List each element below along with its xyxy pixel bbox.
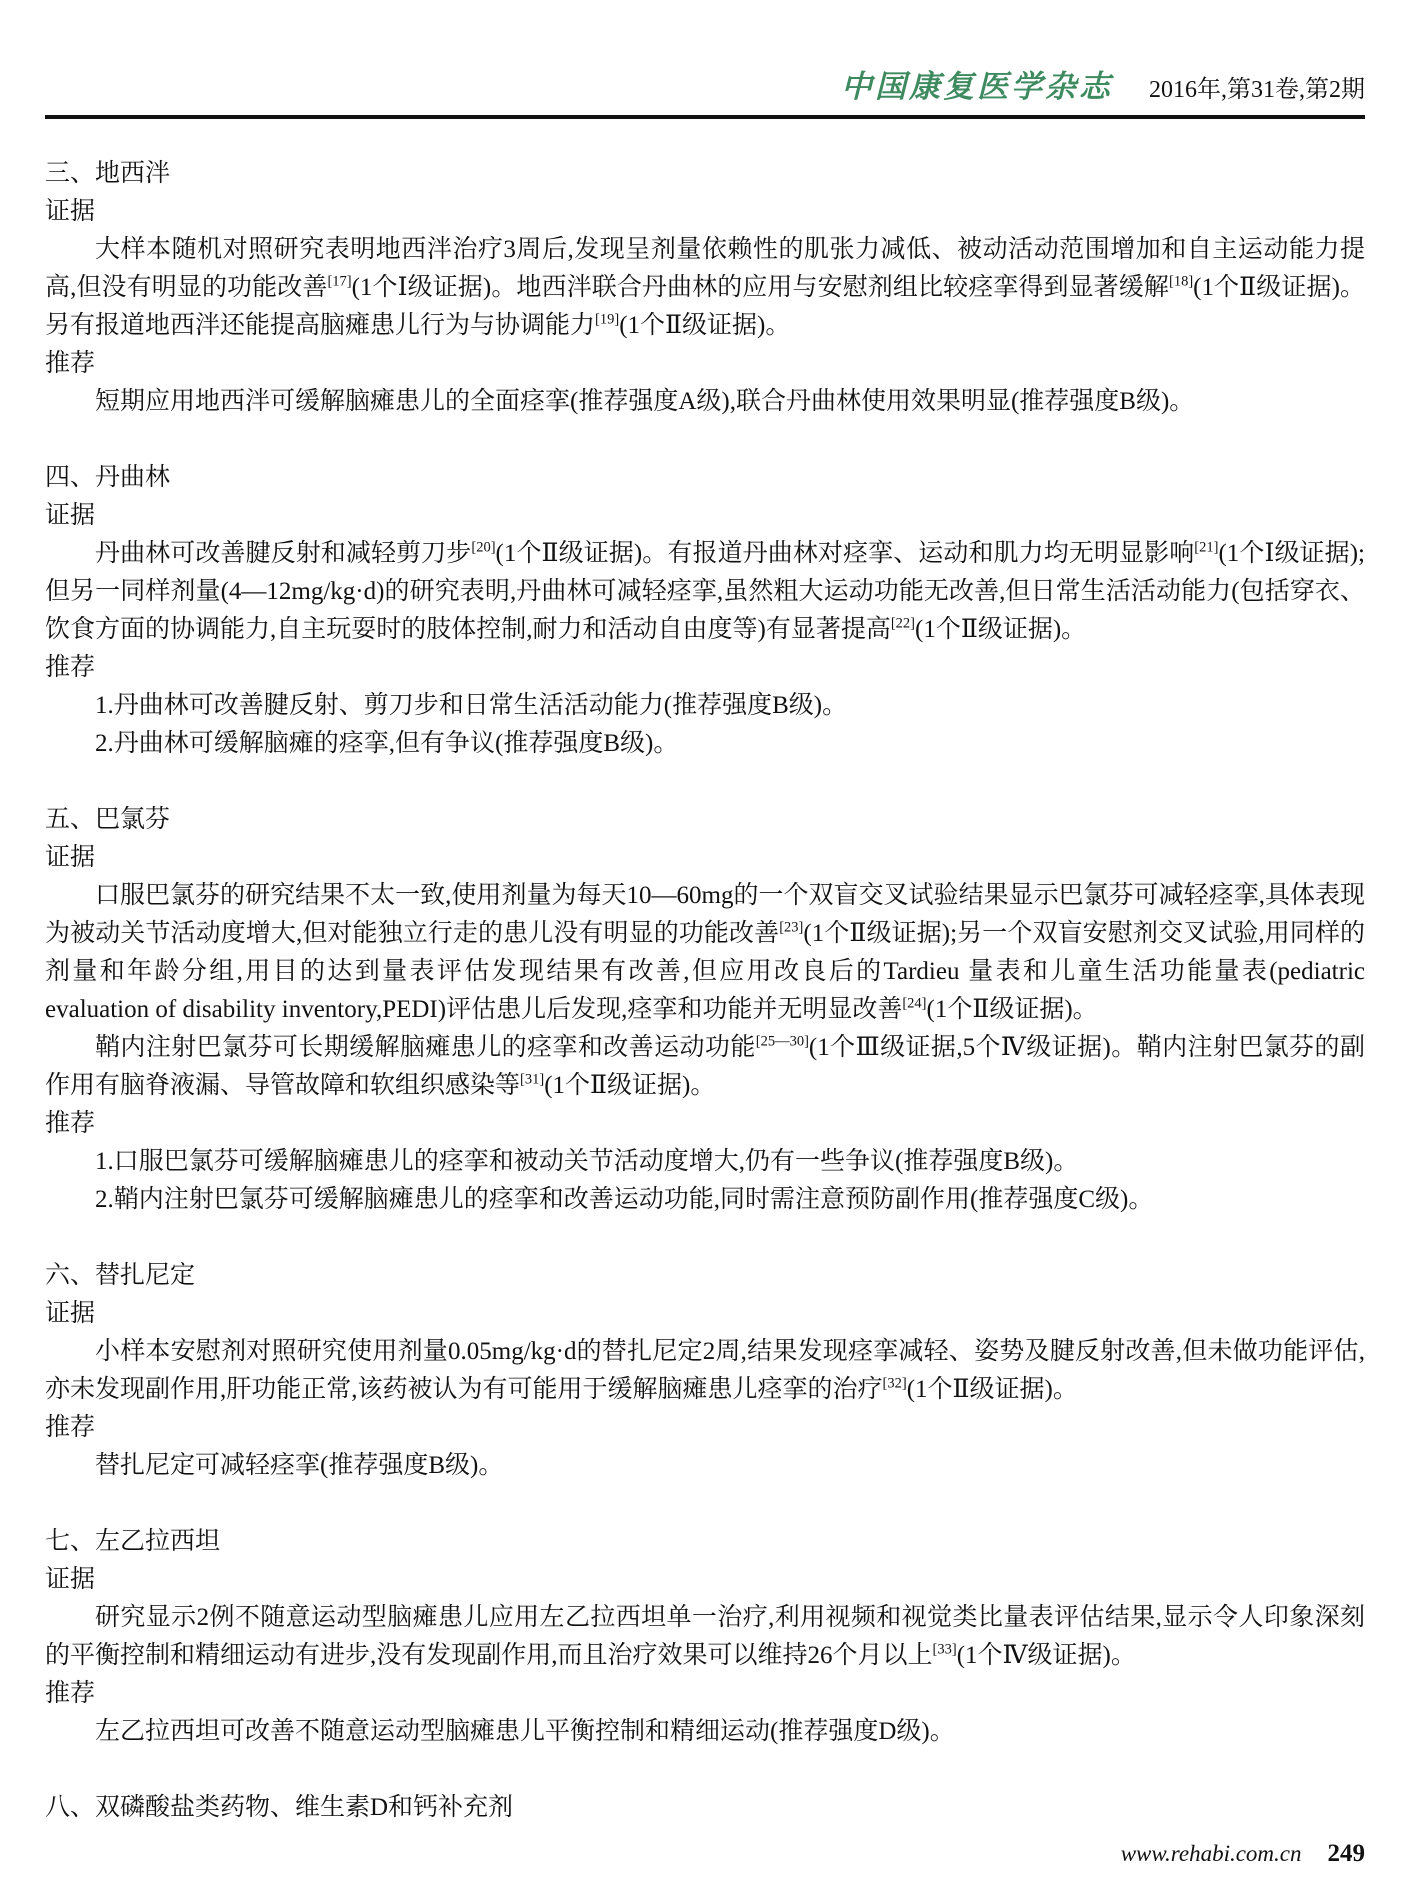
section-8-bisphosphonates [45, 1789, 1365, 1827]
section-heading: 五、巴氯芬 [45, 806, 171, 833]
section-4-dantrolene [45, 459, 1365, 763]
evidence-paragraph: 大样本随机对照研究表明地西泮治疗3周后,发现呈剂量依赖性的肌张力减低、被动活动范围增加和自主运动能力提高,但没有明显的功能改善[17](1个Ⅰ级证据)。地西泮联合丹曲林的应用与安慰剂组比较痉挛得到显著缓解[18](1个Ⅱ级证据)。另有报道地西泮还能提高脑瘫患儿行为与协调能力[19](1个Ⅱ级证据)。 [45, 236, 1365, 339]
evidence-label: 证据 [45, 198, 96, 225]
recommendation-label: 推荐 [45, 1680, 96, 1707]
recommendation-label: 推荐 [45, 350, 96, 377]
evidence-paragraph: 小样本安慰剂对照研究使用剂量0.05mg/kg·d的替扎尼定2周,结果发现痉挛减轻、姿势及腱反射改善,但未做功能评估,亦未发现副作用,肝功能正常,该药被认为有可能用于缓解脑瘫患儿痉挛的治疗[32](1个Ⅱ级证据)。 [45, 1338, 1365, 1403]
section-heading: 四、丹曲林 [45, 464, 171, 491]
evidence-label: 证据 [45, 1300, 96, 1327]
journal-logo: 中国康复医学杂志 [841, 69, 1113, 104]
page-header [45, 0, 1365, 107]
recommendation-paragraph: 左乙拉西坦可改善不随意运动型脑瘫患儿平衡控制和精细运动(推荐强度D级)。 [95, 1718, 955, 1745]
evidence-label: 证据 [45, 502, 96, 529]
section-heading: 六、替扎尼定 [45, 1262, 196, 1289]
evidence-label: 证据 [45, 1566, 96, 1593]
recommendation-paragraph: 替扎尼定可减轻痉挛(推荐强度B级)。 [95, 1452, 504, 1479]
issue-info: 2016年,第31卷,第2期 [1149, 77, 1365, 103]
section-heading: 三、地西泮 [45, 160, 171, 187]
evidence-label: 证据 [45, 844, 96, 871]
recommendation-label: 推荐 [45, 1414, 96, 1441]
evidence-paragraph: 研究显示2例不随意运动型脑瘫患儿应用左乙拉西坦单一治疗,利用视频和视觉类比量表评估结果,显示令人印象深刻的平衡控制和精细运动有进步,没有发现副作用,而且治疗效果可以维持26个月以上[33](1个Ⅳ级证据)。 [45, 1604, 1365, 1669]
evidence-paragraph: 鞘内注射巴氯芬可长期缓解脑瘫患儿的痉挛和改善运动功能[25—30](1个Ⅲ级证据,5个Ⅳ级证据)。鞘内注射巴氯芬的副作用有脑脊液漏、导管故障和软组织感染等[31](1个Ⅱ级证据)。 [45, 1033, 1365, 1099]
section-heading: 七、左乙拉西坦 [45, 1528, 221, 1555]
recommendation-paragraph: 短期应用地西泮可缓解脑瘫患儿的全面痉挛(推荐强度A级),联合丹曲林使用效果明显(推荐强度B级)。 [95, 388, 1195, 415]
section-6-tizanidine [45, 1257, 1365, 1485]
footer-page-number: 249 [1327, 1840, 1365, 1867]
section-3-diazepam [45, 155, 1365, 421]
evidence-paragraph: 丹曲林可改善腱反射和减轻剪刀步[20](1个Ⅱ级证据)。有报道丹曲林对痉挛、运动和肌力均无明显影响[21](1个Ⅰ级证据);但另一同样剂量(4—12mg/kg·d)的研究表明,丹曲林可减轻痉挛,虽然粗大运动功能无改善,但日常生活活动能力(包括穿衣、饮食方面的协调能力,自主玩耍时的肢体控制,耐力和活动自由度等)有显著提高[22](1个Ⅱ级证据)。 [45, 539, 1365, 643]
section-7-levetiracetam [45, 1523, 1365, 1751]
footer-website: www.rehabi.com.cn [1120, 1841, 1302, 1866]
recommendation-label: 推荐 [45, 654, 96, 681]
article-content [45, 155, 1365, 1827]
recommendation-item: 2.鞘内注射巴氯芬可缓解脑瘫患儿的痉挛和改善运动功能,同时需注意预防副作用(推荐强度C级)。 [95, 1186, 1154, 1213]
section-5-baclofen [45, 801, 1365, 1219]
section-heading: 八、双磷酸盐类药物、维生素D和钙补充剂 [45, 1794, 514, 1821]
recommendation-item: 1.口服巴氯芬可缓解脑瘫患儿的痉挛和被动关节活动度增大,仍有一些争议(推荐强度B级)。 [95, 1148, 1079, 1175]
header-rule [45, 115, 1365, 119]
recommendation-item: 1.丹曲林可改善腱反射、剪刀步和日常生活活动能力(推荐强度B级)。 [95, 692, 848, 719]
recommendation-label: 推荐 [45, 1110, 96, 1137]
page-footer [1121, 1840, 1365, 1868]
evidence-paragraph: 口服巴氯芬的研究结果不太一致,使用剂量为每天10—60mg的一个双盲交叉试验结果显示巴氯芬可减轻痉挛,具体表现为被动关节活动度增大,但对能独立行走的患儿没有明显的功能改善[23](1个Ⅱ级证据);另一个双盲安慰剂交叉试验,用同样的剂量和年龄分组,用目的达到量表评估发现结果有改善,但应用改良后的Tardieu 量表和儿童生活功能量表(pediatric evaluation of disability inventory,PEDI)评估患儿后发现,痉挛和功能并无明显改善[24](1个Ⅱ级证据)。 [45, 882, 1365, 1023]
recommendation-item: 2.丹曲林可缓解脑瘫的痉挛,但有争议(推荐强度B级)。 [95, 730, 679, 757]
